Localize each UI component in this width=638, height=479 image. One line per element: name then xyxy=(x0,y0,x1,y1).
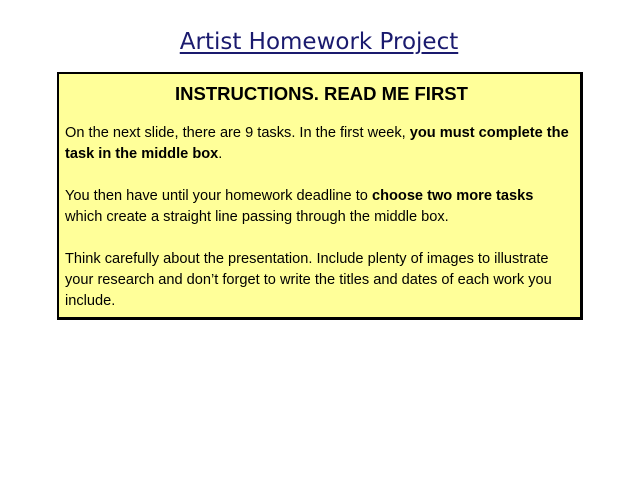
instructions-paragraph-deadline xyxy=(65,186,574,228)
paragraph-emphasis: choose two more tasks xyxy=(371,188,534,204)
instructions-paragraph-presentation: Think carefully about the presentation. Include plenty of images to illustrate your research and don’t forget to write the titles and dates of each work you include. xyxy=(65,251,552,309)
paragraph-text: You then have until your homework deadline to xyxy=(65,188,372,204)
paragraph-text: which create a straight line passing through the middle box. xyxy=(65,209,449,225)
slide-title-text: Artist Homework Project xyxy=(179,29,459,55)
instructions-heading: INSTRUCTIONS. READ ME FIRST xyxy=(175,83,468,104)
paragraph-text: On the next slide, there are 9 tasks. In the first week, xyxy=(65,125,410,141)
instructions-box xyxy=(57,72,583,320)
instructions-paragraph-first-week xyxy=(65,123,574,165)
paragraph-text: . xyxy=(218,146,223,162)
paragraph-emphasis: you must complete the task in the middle box xyxy=(65,125,569,162)
slide-title xyxy=(0,26,638,58)
